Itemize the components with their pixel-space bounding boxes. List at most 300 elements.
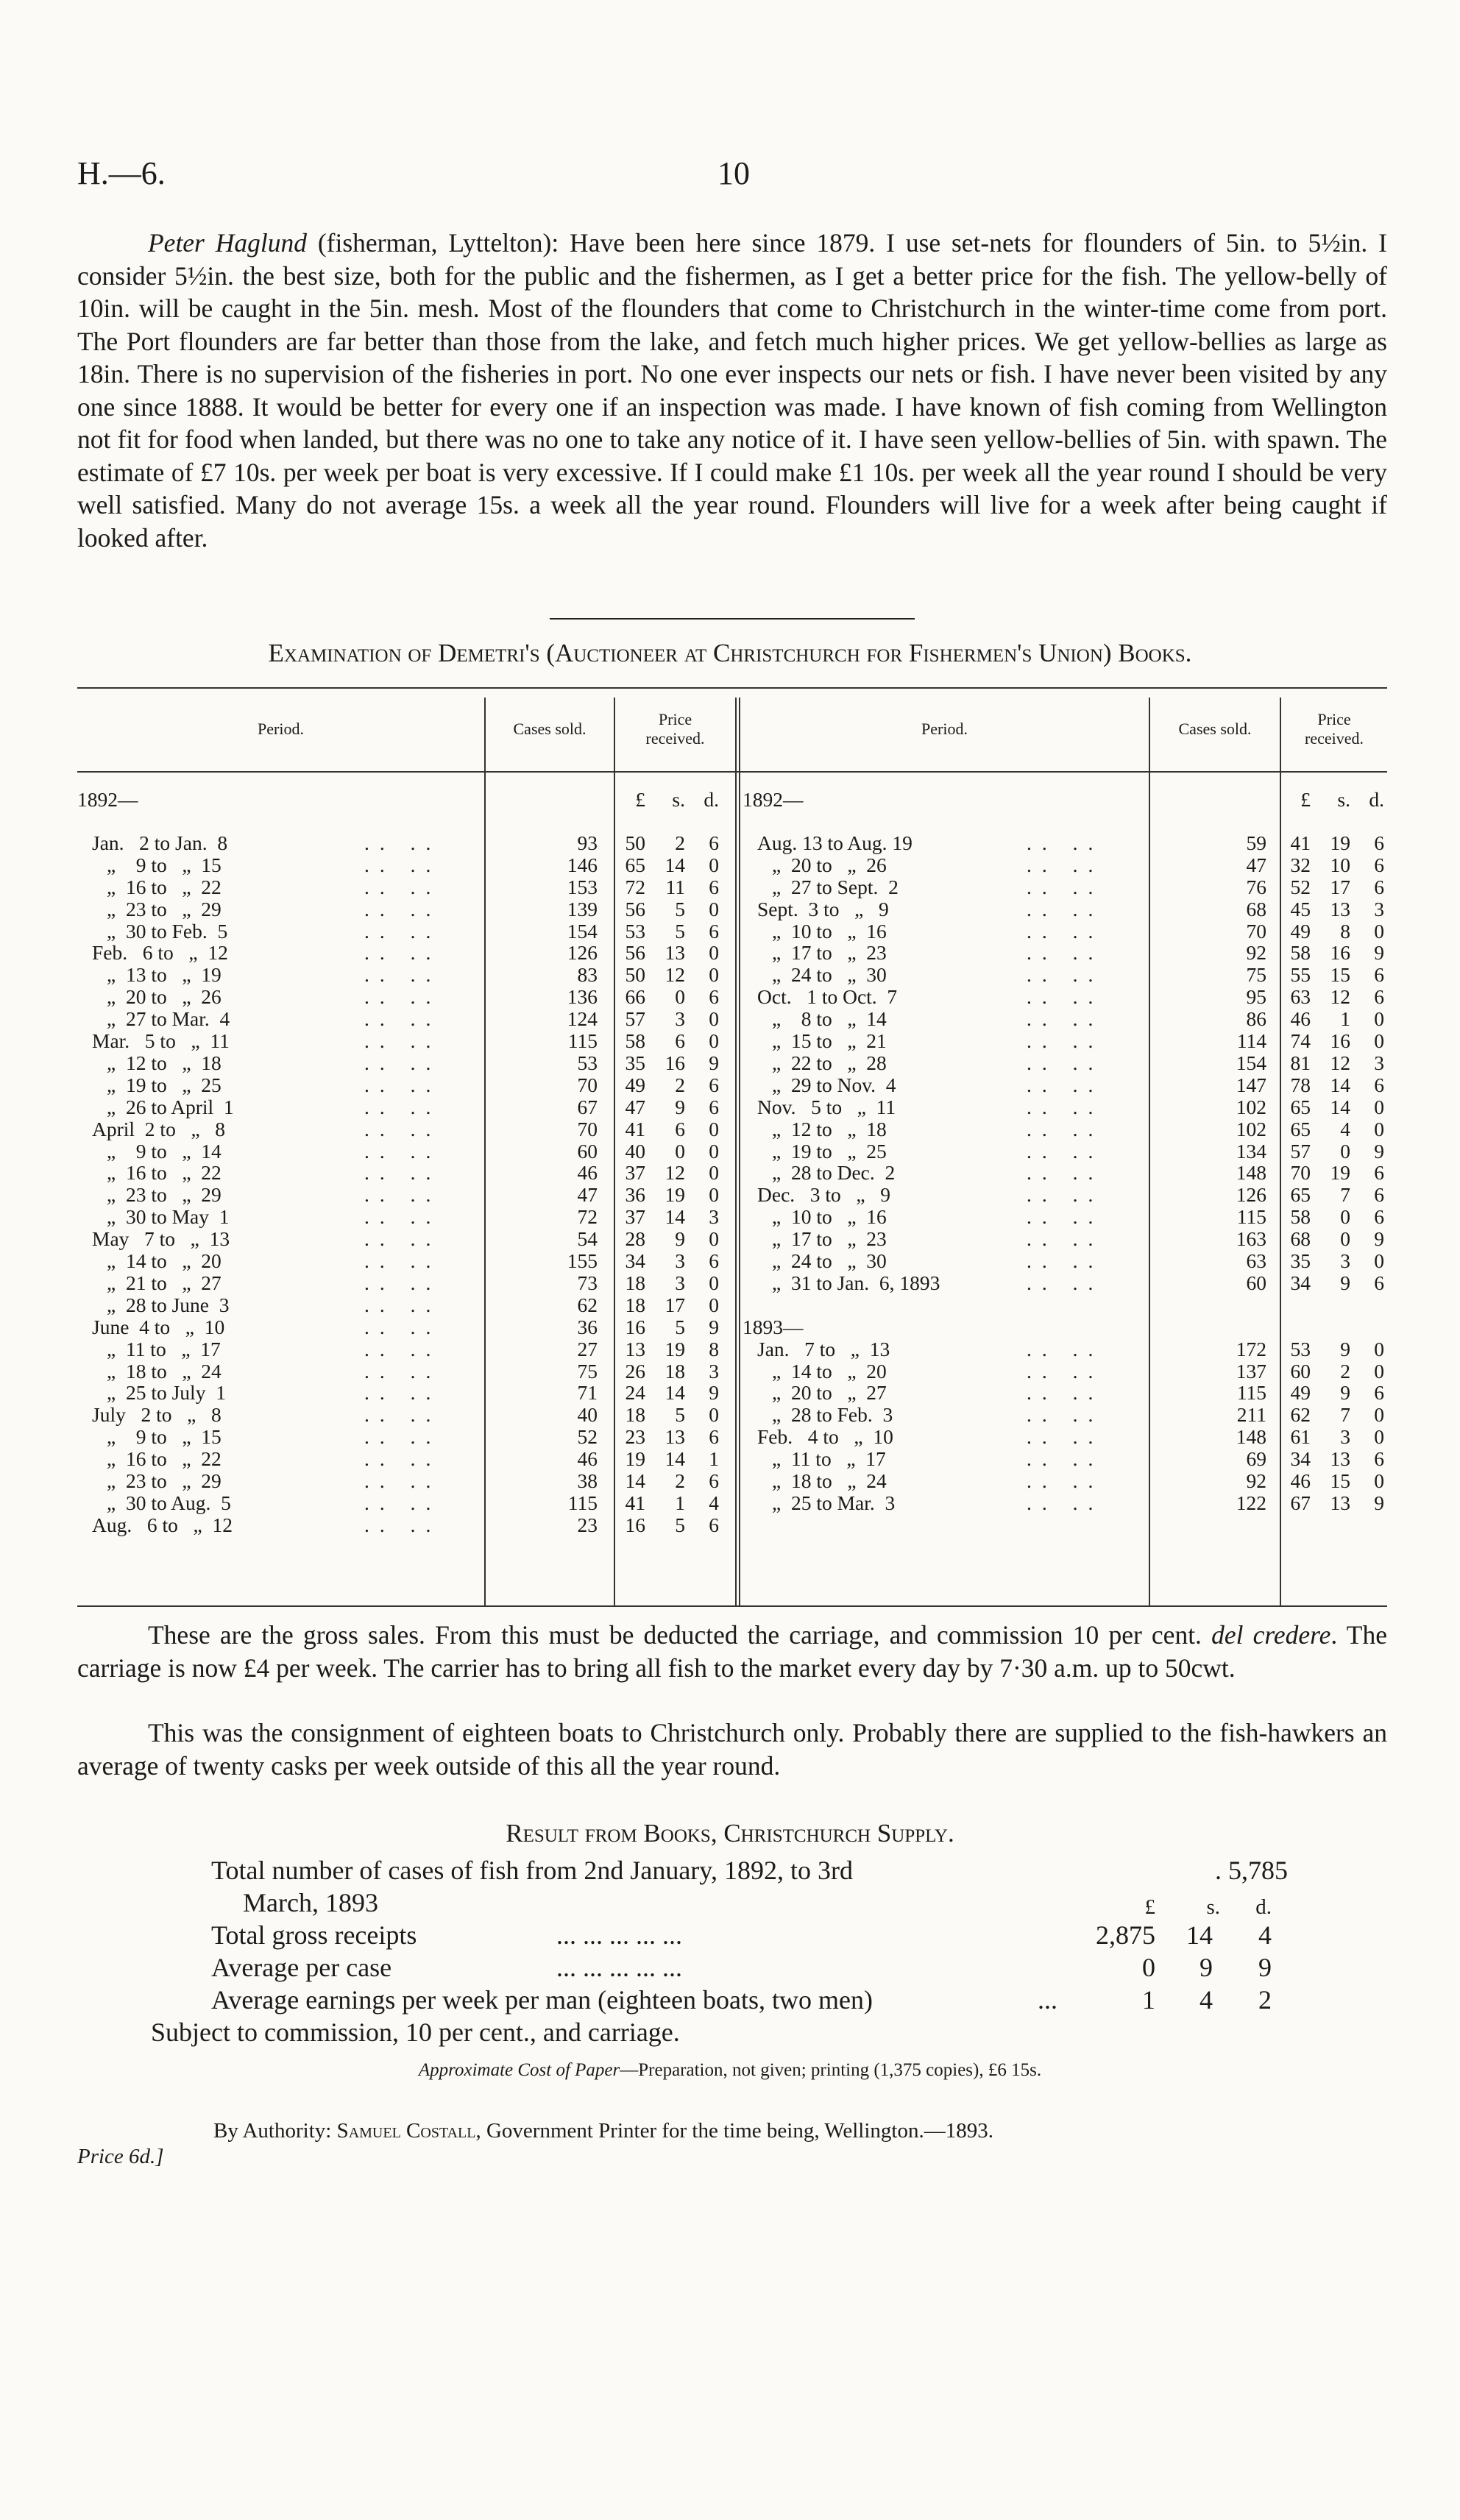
cases-cell: 211 bbox=[1236, 1403, 1266, 1427]
currency-shilling: s. bbox=[1206, 1895, 1220, 1919]
leader-dots: .. .. bbox=[1027, 1249, 1104, 1272]
price-d-cell: 6 bbox=[1374, 831, 1384, 854]
price-l-cell: 41 bbox=[625, 1117, 645, 1140]
price-l-cell: 65 bbox=[1290, 1117, 1311, 1140]
price-l-cell: 72 bbox=[625, 875, 645, 898]
price-d-cell: 6 bbox=[1374, 1205, 1384, 1229]
price-s-cell: 16 bbox=[1330, 1029, 1350, 1052]
price-l-cell: 35 bbox=[625, 1051, 645, 1074]
price-s-cell: 5 bbox=[675, 897, 685, 920]
leader-dots: .. .. bbox=[1027, 1381, 1104, 1405]
period-cell: July 2 to „ 8 bbox=[92, 1403, 222, 1427]
price-d-cell: 6 bbox=[1374, 1271, 1384, 1294]
avg-week-dots: ... bbox=[1038, 1985, 1057, 2015]
result-summary bbox=[0, 1854, 1460, 2045]
period-cell: Jan. 7 to „ 13 bbox=[757, 1337, 890, 1360]
period-cell: „ 30 to May 1 bbox=[107, 1205, 230, 1229]
table-row bbox=[77, 1426, 1387, 1447]
price-d-cell: 6 bbox=[709, 1513, 719, 1536]
cases-cell: 60 bbox=[1246, 1271, 1266, 1294]
avg-week-pounds: 1 bbox=[1142, 1985, 1155, 2015]
price-s-cell: 13 bbox=[1330, 1447, 1350, 1471]
leader-dots: .. .. bbox=[1027, 1491, 1104, 1514]
cases-cell: 52 bbox=[577, 1425, 598, 1449]
leader-dots: .. .. bbox=[1027, 831, 1104, 854]
price-s-cell: 14 bbox=[665, 1381, 685, 1405]
table-row bbox=[77, 986, 1387, 1007]
price-l-cell: 49 bbox=[1290, 1381, 1311, 1405]
haglund-testimony bbox=[77, 227, 1387, 554]
cases-cell: 139 bbox=[567, 897, 598, 920]
result-title: Result from Books, Christchurch Supply. bbox=[506, 1819, 954, 1848]
cases-cell: 76 bbox=[1246, 875, 1266, 898]
period-cell: „ 31 to Jan. 6, 1893 bbox=[772, 1271, 940, 1294]
price-s-cell: 13 bbox=[1330, 897, 1350, 920]
price-d-cell: 6 bbox=[1374, 963, 1384, 987]
leader-dots: .. .. bbox=[1027, 1007, 1104, 1031]
price-s-cell: 15 bbox=[1330, 1469, 1350, 1492]
period-cell: „ 11 to „ 17 bbox=[107, 1337, 221, 1360]
table-row bbox=[77, 854, 1387, 876]
price-d-cell: 0 bbox=[1374, 1425, 1384, 1449]
table-row bbox=[77, 1492, 1387, 1513]
header-period-right: Period. bbox=[921, 720, 968, 738]
cases-cell: 70 bbox=[1246, 919, 1266, 943]
price-s-cell: 5 bbox=[675, 1315, 685, 1338]
table-row bbox=[77, 876, 1387, 898]
leader-dots: .. .. bbox=[364, 1469, 442, 1492]
period-cell: „ 25 to Mar. 3 bbox=[772, 1491, 896, 1514]
leader-dots: .. .. bbox=[1027, 1161, 1104, 1185]
cases-cell: 172 bbox=[1236, 1337, 1266, 1360]
period-cell: Jan. 2 to Jan. 8 bbox=[92, 831, 228, 854]
leader-dots: .. .. bbox=[1027, 919, 1104, 943]
cases-cell: 95 bbox=[1246, 985, 1266, 1009]
leader-dots: .. .. bbox=[364, 1337, 442, 1360]
period-cell: „ 22 to „ 28 bbox=[772, 1051, 887, 1074]
period-cell: Mar. 5 to „ 11 bbox=[92, 1029, 230, 1052]
period-cell: „ 20 to „ 26 bbox=[772, 853, 887, 876]
period-cell: „ 9 to „ 15 bbox=[107, 1425, 222, 1449]
price-l-cell: 56 bbox=[625, 897, 645, 920]
table-row bbox=[77, 1228, 1387, 1249]
leader-dots: .. .. bbox=[1027, 1051, 1104, 1074]
leader-dots: .. .. bbox=[364, 1403, 442, 1427]
price-l-cell: 37 bbox=[625, 1161, 645, 1185]
price-s-cell: 2 bbox=[675, 1073, 685, 1096]
price-d-cell: 0 bbox=[1374, 1249, 1384, 1272]
cases-cell: 137 bbox=[1236, 1359, 1266, 1383]
leader-dots: .. .. bbox=[364, 1447, 442, 1471]
leader-dots: .. .. bbox=[364, 1095, 442, 1118]
table-row bbox=[77, 1404, 1387, 1425]
cases-cell: 70 bbox=[577, 1073, 598, 1096]
price-s-cell: 1 bbox=[1340, 1007, 1350, 1031]
price-l-cell: 67 bbox=[1290, 1491, 1311, 1514]
leader-dots: .. .. bbox=[364, 941, 442, 965]
table-title: Examination of Demetri's (Auctioneer at Christchurch for Fishermen's Union) Books. bbox=[268, 639, 1192, 667]
cases-cell: 69 bbox=[1246, 1447, 1266, 1471]
price-d-cell: 8 bbox=[709, 1337, 719, 1360]
leader-dots: .. .. bbox=[364, 1271, 442, 1294]
price-s-cell: 12 bbox=[665, 963, 685, 987]
period-cell: „ 10 to „ 16 bbox=[772, 1205, 887, 1229]
price-l-cell: 13 bbox=[625, 1337, 645, 1360]
price-d-cell: 0 bbox=[709, 1227, 719, 1251]
period-cell: „ 27 to Sept. 2 bbox=[772, 875, 899, 898]
price-s-cell: 5 bbox=[675, 1513, 685, 1536]
period-cell: „ 20 to „ 26 bbox=[107, 985, 222, 1009]
price-l-cell: 62 bbox=[1290, 1403, 1311, 1427]
consignment-note: This was the consignment of eighteen boats to Christchurch only. Probably there are supplied to the fish-hawkers an average of twenty casks per week outside of this all the year round. bbox=[77, 1718, 1387, 1781]
leader-dots: .. .. bbox=[364, 1073, 442, 1096]
price-l-cell: 58 bbox=[625, 1029, 645, 1052]
cases-cell: 62 bbox=[577, 1293, 598, 1316]
cases-cell: 147 bbox=[1236, 1073, 1266, 1096]
cases-cell: 93 bbox=[577, 831, 598, 854]
table-header-rule bbox=[77, 771, 1387, 773]
price-l-cell: 65 bbox=[1290, 1095, 1311, 1118]
price-d-cell: 6 bbox=[1374, 1073, 1384, 1096]
total-cases-label: Total number of cases of fish from 2nd January, 1892, to 3rd bbox=[211, 1856, 853, 1885]
period-cell: „ 23 to „ 29 bbox=[107, 1183, 222, 1207]
price-d-cell: 1 bbox=[709, 1447, 719, 1471]
period-cell: „ 18 to „ 24 bbox=[772, 1469, 887, 1492]
testimony-text: (fisherman, Lyttelton): Have been here since 1879. I use set-nets for flounders of 5in. to 5½in. I consider 5½in. the best size, both for the public and the fishermen, as I get a better price for the fish. The yellow-belly of 10in. will be caught in the 5in. mesh. Most of the flounders that come to Christchurch in the winter-time come from port. The Port flounders are far better than those from the lake, and fetch much higher prices. We get yellow-bellies as large as 18in. There is no supervision of the fisheries in port. No one ever inspects our nets or fish. I have never been visited by any one since 1888. It would be better for every one if an inspection was made. I have known of fish coming from Wellington not fit for food when landed, but there was no one to take any notice of it. I have seen yellow-bellies of 5in. with spawn. The estimate of £7 10s. per week per boat is very excessive. If I could make £1 10s. per week all the year round I should be very well satisfied. Many do not average 15s. a week all the year round. Flounders will live for a week after being caught if looked after. bbox=[77, 228, 1387, 553]
price-l-cell: 57 bbox=[625, 1007, 645, 1031]
cases-cell: 46 bbox=[577, 1161, 598, 1185]
price-l-cell: 45 bbox=[1290, 897, 1311, 920]
table-row bbox=[77, 1206, 1387, 1227]
period-cell: „ 19 to „ 25 bbox=[107, 1073, 222, 1096]
leader-dots: .. .. bbox=[1027, 1183, 1104, 1207]
price-l-cell: 41 bbox=[625, 1491, 645, 1514]
leader-dots: .. .. bbox=[364, 985, 442, 1009]
period-cell: „ 19 to „ 25 bbox=[772, 1139, 887, 1163]
gross-label: Total gross receipts bbox=[211, 1920, 417, 1950]
price-d-cell: 9 bbox=[1374, 941, 1384, 965]
price-s-cell: 14 bbox=[665, 853, 685, 876]
price-s-cell: 14 bbox=[665, 1205, 685, 1229]
cases-cell: 134 bbox=[1236, 1139, 1266, 1163]
leader-dots: .. .. bbox=[364, 1051, 442, 1074]
leader-dots: .. .. bbox=[364, 1007, 442, 1031]
leader-dots: .. .. bbox=[1027, 1205, 1104, 1229]
price-l-cell: 37 bbox=[625, 1205, 645, 1229]
table-row bbox=[77, 1250, 1387, 1271]
price-d-cell: 0 bbox=[709, 1139, 719, 1163]
avg-case-pence: 9 bbox=[1258, 1953, 1272, 1982]
cases-cell: 60 bbox=[577, 1139, 598, 1163]
cases-cell: 67 bbox=[577, 1095, 598, 1118]
period-cell: „ 28 to Dec. 2 bbox=[772, 1161, 896, 1185]
period-cell: 1892— bbox=[77, 788, 138, 811]
cases-cell: 92 bbox=[1246, 941, 1266, 965]
table-bottom-rule bbox=[77, 1605, 1387, 1607]
price-d-cell: 3 bbox=[1374, 897, 1384, 920]
table-row bbox=[77, 1030, 1387, 1051]
cases-cell: 148 bbox=[1236, 1425, 1266, 1449]
table-row bbox=[77, 920, 1387, 942]
price-s-cell: 9 bbox=[1340, 1271, 1350, 1294]
price-d-cell: 0 bbox=[1374, 1403, 1384, 1427]
price-s-cell: 11 bbox=[665, 875, 685, 898]
price-s-cell: 14 bbox=[1330, 1073, 1350, 1096]
cases-cell: 115 bbox=[1236, 1381, 1266, 1405]
price-s-cell: 2 bbox=[675, 831, 685, 854]
leader-dots: .. .. bbox=[364, 831, 442, 854]
header-price-right: Price received. bbox=[1305, 710, 1364, 748]
price-s-cell: 0 bbox=[675, 1139, 685, 1163]
header-period-left: Period. bbox=[258, 720, 304, 738]
table-row bbox=[77, 1316, 1387, 1338]
price-d-cell: 0 bbox=[1374, 1095, 1384, 1118]
currency-pence: d. bbox=[1255, 1895, 1272, 1919]
table-row bbox=[77, 1514, 1387, 1536]
cases-cell: 114 bbox=[1236, 1029, 1266, 1052]
cases-cell: 75 bbox=[577, 1359, 598, 1383]
period-cell: „ 29 to Nov. 4 bbox=[772, 1073, 896, 1096]
price-d-cell: 3 bbox=[1374, 1051, 1384, 1074]
period-cell: Nov. 5 to „ 11 bbox=[757, 1095, 896, 1118]
period-cell: „ 26 to April 1 bbox=[107, 1095, 234, 1118]
price-s-cell: 14 bbox=[1330, 1095, 1350, 1118]
price-s-cell: 16 bbox=[1330, 941, 1350, 965]
price-l-cell: 34 bbox=[1290, 1271, 1311, 1294]
price-s-cell: 5 bbox=[675, 919, 685, 943]
leader-dots: .. .. bbox=[364, 1205, 442, 1229]
leader-dots: .. .. bbox=[364, 897, 442, 920]
cases-cell: 115 bbox=[567, 1491, 598, 1514]
price-l-cell: 70 bbox=[1290, 1161, 1311, 1185]
price-d-cell: 0 bbox=[1374, 1007, 1384, 1031]
price-s-cell: 0 bbox=[1340, 1205, 1350, 1229]
cases-cell: 47 bbox=[577, 1183, 598, 1207]
price-l-cell: 36 bbox=[625, 1183, 645, 1207]
table-row bbox=[77, 1448, 1387, 1469]
price-s-cell: 9 bbox=[1340, 1381, 1350, 1405]
table-row bbox=[77, 1052, 1387, 1073]
leader-dots: .. .. bbox=[1027, 1029, 1104, 1052]
avg-case-label: Average per case bbox=[211, 1953, 392, 1982]
cases-cell: 72 bbox=[577, 1205, 598, 1229]
period-cell: „ 16 to „ 22 bbox=[107, 1161, 222, 1185]
price-s-cell: 9 bbox=[1340, 1337, 1350, 1360]
price-s-cell: 13 bbox=[1330, 1491, 1350, 1514]
leader-dots: .. .. bbox=[1027, 1271, 1104, 1294]
leader-dots: .. .. bbox=[364, 1183, 442, 1207]
period-cell: „ 8 to „ 14 bbox=[772, 1007, 887, 1031]
leader-dots: .. .. bbox=[364, 1491, 442, 1514]
period-cell: „ 12 to „ 18 bbox=[107, 1051, 222, 1074]
leader-dots: .. .. bbox=[1027, 1403, 1104, 1427]
cases-cell: 75 bbox=[1246, 963, 1266, 987]
price-d-cell: 9 bbox=[709, 1051, 719, 1074]
leader-dots: .. .. bbox=[364, 1293, 442, 1316]
leader-dots: .. .. bbox=[1027, 853, 1104, 876]
period-cell: 1892— bbox=[743, 788, 804, 811]
leader-dots: .. .. bbox=[364, 1139, 442, 1163]
price-l-cell: 66 bbox=[625, 985, 645, 1009]
leader-dots: .. .. bbox=[1027, 1359, 1104, 1383]
period-cell: „ 16 to „ 22 bbox=[107, 875, 222, 898]
table-row bbox=[77, 1008, 1387, 1029]
price-l-cell: 78 bbox=[1290, 1073, 1311, 1096]
price-l-cell: 46 bbox=[1290, 1007, 1311, 1031]
price-l-cell: 50 bbox=[625, 963, 645, 987]
price-d-cell: 6 bbox=[709, 985, 719, 1009]
period-cell: „ 30 to Feb. 5 bbox=[107, 919, 228, 943]
table-row bbox=[77, 1294, 1387, 1316]
price-s-cell: 12 bbox=[665, 1161, 685, 1185]
avg-case-pounds: 0 bbox=[1142, 1953, 1155, 1982]
price-l-cell: 68 bbox=[1290, 1227, 1311, 1251]
cases-cell: 86 bbox=[1246, 1007, 1266, 1031]
leader-dots: .. .. bbox=[364, 1161, 442, 1185]
price-l-cell: 28 bbox=[625, 1227, 645, 1251]
price-d-cell: 6 bbox=[709, 875, 719, 898]
price-l-cell: 60 bbox=[1290, 1359, 1311, 1383]
leader-dots: .. .. bbox=[364, 1315, 442, 1338]
leader-dots: .. .. bbox=[1027, 1117, 1104, 1140]
table-row bbox=[77, 789, 1387, 810]
price-d-cell: 6 bbox=[1374, 1161, 1384, 1185]
price-d-cell: 0 bbox=[1374, 1117, 1384, 1140]
leader-dots: .. .. bbox=[1027, 1139, 1104, 1163]
price-l-cell: 34 bbox=[625, 1249, 645, 1272]
price-s-cell: 1 bbox=[675, 1491, 685, 1514]
period-cell: „ 18 to „ 24 bbox=[107, 1359, 222, 1383]
currency-row: £ s. d. £ s. d. bbox=[635, 788, 1384, 811]
table-row bbox=[77, 1074, 1387, 1096]
witness-name: Peter Haglund bbox=[148, 228, 307, 258]
period-cell: „ 20 to „ 27 bbox=[772, 1381, 887, 1405]
gross-dots: ... ... ... ... ... bbox=[556, 1920, 682, 1950]
price-s-cell: 3 bbox=[1340, 1249, 1350, 1272]
price-s-cell: 10 bbox=[1330, 853, 1350, 876]
cost-footnote: Approximate Cost of Paper—Preparation, not given; printing (1,375 copies), £6 15s. bbox=[418, 2060, 1042, 2080]
avg-case-dots: ... ... ... ... ... bbox=[556, 1953, 682, 1982]
price-s-cell: 3 bbox=[675, 1249, 685, 1272]
period-cell: 1893— bbox=[743, 1315, 804, 1338]
leader-dots: .. .. bbox=[364, 875, 442, 898]
price-d-cell: 9 bbox=[709, 1315, 719, 1338]
cases-cell: 54 bbox=[577, 1227, 598, 1251]
price-d-cell: 6 bbox=[1374, 1381, 1384, 1405]
leader-dots: .. .. bbox=[364, 1117, 442, 1140]
period-cell: June 4 to „ 10 bbox=[92, 1315, 225, 1338]
leader-dots: .. .. bbox=[364, 1227, 442, 1251]
price-l-cell: 58 bbox=[1290, 941, 1311, 965]
period-cell: Feb. 4 to „ 10 bbox=[757, 1425, 893, 1449]
period-cell: „ 28 to Feb. 3 bbox=[772, 1403, 893, 1427]
period-cell: „ 9 to „ 15 bbox=[107, 853, 222, 876]
price-s-cell: 0 bbox=[675, 985, 685, 1009]
leader-dots: .. .. bbox=[1027, 941, 1104, 965]
price-s-cell: 0 bbox=[1340, 1139, 1350, 1163]
price-d-cell: 9 bbox=[1374, 1139, 1384, 1163]
price-d-cell: 0 bbox=[1374, 1337, 1384, 1360]
price-d-cell: 9 bbox=[1374, 1227, 1384, 1251]
price-d-cell: 0 bbox=[709, 963, 719, 987]
price-d-cell: 6 bbox=[709, 831, 719, 854]
price-l-cell: 65 bbox=[625, 853, 645, 876]
period-cell: „ 17 to „ 23 bbox=[772, 941, 887, 965]
leader-dots: .. .. bbox=[1027, 897, 1104, 920]
cases-cell: 115 bbox=[1236, 1205, 1266, 1229]
cases-cell: 163 bbox=[1236, 1227, 1266, 1251]
avg-case-shillings: 9 bbox=[1199, 1953, 1213, 1982]
cases-cell: 73 bbox=[577, 1271, 598, 1294]
price-d-cell: 6 bbox=[1374, 1447, 1384, 1471]
leader-dots: .. .. bbox=[1027, 1447, 1104, 1471]
leader-dots: .. .. bbox=[364, 853, 442, 876]
period-cell: „ 24 to „ 30 bbox=[772, 1249, 887, 1272]
table-row bbox=[77, 1338, 1387, 1360]
price-l-cell: 18 bbox=[625, 1271, 645, 1294]
period-cell: „ 10 to „ 16 bbox=[772, 919, 887, 943]
leader-dots: .. .. bbox=[1027, 1073, 1104, 1096]
period-cell: „ 13 to „ 19 bbox=[107, 963, 222, 987]
price-d-cell: 4 bbox=[709, 1491, 719, 1514]
cases-cell: 47 bbox=[1246, 853, 1266, 876]
table-row bbox=[77, 832, 1387, 853]
price-l-cell: 40 bbox=[625, 1139, 645, 1163]
cases-cell: 154 bbox=[1236, 1051, 1266, 1074]
period-cell: May 7 to „ 13 bbox=[92, 1227, 230, 1251]
gross-shillings: 14 bbox=[1186, 1920, 1213, 1950]
leader-dots: .. .. bbox=[1027, 985, 1104, 1009]
price-l-cell: 41 bbox=[1290, 831, 1311, 854]
document-code: H.—6. bbox=[77, 155, 166, 191]
price-l-cell: 55 bbox=[1290, 963, 1311, 987]
price-l-cell: 50 bbox=[625, 831, 645, 854]
leader-dots: .. .. bbox=[364, 1029, 442, 1052]
price-d-cell: 3 bbox=[709, 1359, 719, 1383]
cases-cell: 153 bbox=[567, 875, 598, 898]
period-cell: April 2 to „ 8 bbox=[92, 1117, 226, 1140]
price-d-cell: 0 bbox=[709, 1183, 719, 1207]
price-l-cell: 81 bbox=[1290, 1051, 1311, 1074]
leader-dots: .. .. bbox=[364, 1381, 442, 1405]
sales-table bbox=[77, 687, 1387, 1608]
price-d-cell: 0 bbox=[1374, 919, 1384, 943]
price-d-cell: 3 bbox=[709, 1205, 719, 1229]
price-s-cell: 6 bbox=[675, 1029, 685, 1052]
price-l-cell: 16 bbox=[625, 1315, 645, 1338]
leader-dots: .. .. bbox=[1027, 1337, 1104, 1360]
leader-dots: .. .. bbox=[364, 1359, 442, 1383]
price-l-cell: 18 bbox=[625, 1293, 645, 1316]
period-cell: Aug. 13 to Aug. 19 bbox=[757, 831, 912, 854]
price-d-cell: 0 bbox=[709, 1403, 719, 1427]
price-l-cell: 58 bbox=[1290, 1205, 1311, 1229]
price-s-cell: 12 bbox=[1330, 1051, 1350, 1074]
cases-cell: 83 bbox=[577, 963, 598, 987]
period-cell: „ 30 to Aug. 5 bbox=[107, 1491, 231, 1514]
cases-cell: 126 bbox=[567, 941, 598, 965]
cases-cell: 63 bbox=[1246, 1249, 1266, 1272]
leader-dots: .. .. bbox=[364, 1513, 442, 1536]
cases-cell: 70 bbox=[577, 1117, 598, 1140]
table-row bbox=[77, 1118, 1387, 1140]
table-row bbox=[77, 1470, 1387, 1491]
price-l-cell: 49 bbox=[1290, 919, 1311, 943]
price-l-cell: 14 bbox=[625, 1469, 645, 1492]
section-divider bbox=[550, 618, 915, 620]
cases-cell: 154 bbox=[567, 919, 598, 943]
cases-cell: 40 bbox=[577, 1403, 598, 1427]
